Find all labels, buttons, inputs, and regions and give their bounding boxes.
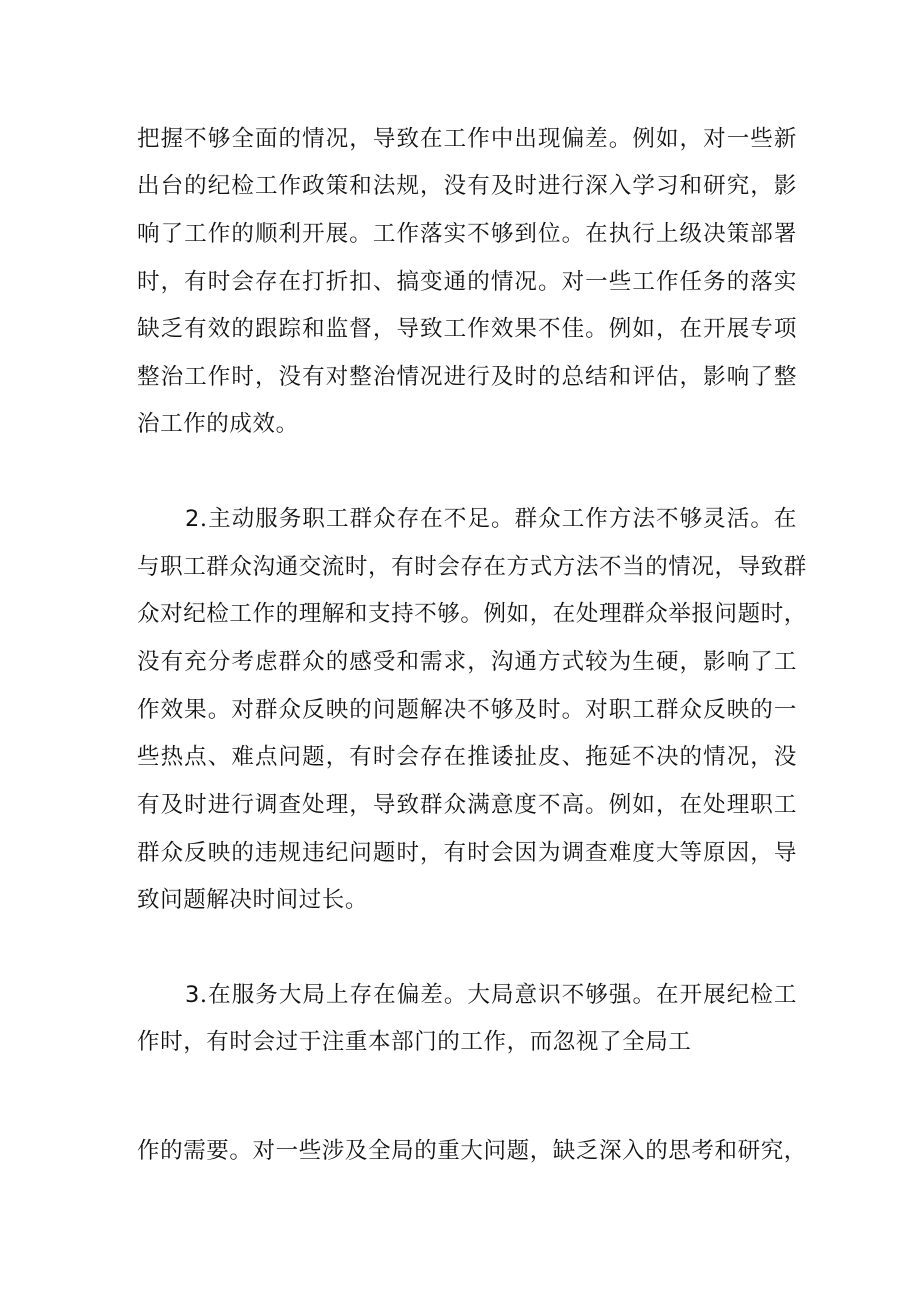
text-line: 致问题解决时间过长。 <box>137 887 369 913</box>
paragraph-first-line <box>185 980 797 1010</box>
text-line: 出台的纪检工作政策和法规，没有及时进行深入学习和研究，影 <box>137 173 797 199</box>
text-line: 时，有时会存在打折扣、搞变通的情况。对一些工作任务的落实 <box>137 269 797 295</box>
text-line: 治工作的成效。 <box>137 411 299 437</box>
text-line: 没有充分考虑群众的感受和需求，沟通方式较为生硬，影响了工 <box>137 649 797 675</box>
text-line: 有及时进行调查处理，导致群众满意度不高。例如，在处理职工 <box>137 792 797 818</box>
text-line: 响了工作的顺利开展。工作落实不够到位。在执行上级决策部署 <box>137 221 797 247</box>
text-line: 缺乏有效的跟踪和监督，导致工作效果不佳。例如，在开展专项 <box>137 316 797 342</box>
paragraph-number: 3 <box>185 982 200 1008</box>
paragraph-number: 2 <box>185 506 200 532</box>
paragraph-first-line-text: .主动服务职工群众存在不足。群众工作方法不够灵活。在 <box>199 506 797 532</box>
text-line: 作时，有时会过于注重本部门的工作，而忽视了全局工 <box>137 1029 692 1055</box>
text-line: 作的需要。对一些涉及全局的重大问题，缺乏深入的思考和研究， <box>137 1138 807 1164</box>
text-line: 群众反映的违规违纪问题时，有时会因为调查难度大等原因，导 <box>137 840 797 866</box>
text-line: 整治工作时，没有对整治情况进行及时的总结和评估，影响了整 <box>137 364 797 390</box>
text-line: 作效果。对群众反映的问题解决不够及时。对职工群众反映的一 <box>137 697 797 723</box>
text-line: 众对纪检工作的理解和支持不够。例如，在处理群众举报问题时， <box>137 601 807 627</box>
text-line: 把握不够全面的情况，导致在工作中出现偏差。例如，对一些新 <box>137 126 797 152</box>
paragraph-first-line-text: .在服务大局上存在偏差。大局意识不够强。在开展纪检工 <box>199 982 797 1008</box>
text-line: 些热点、难点问题，有时会存在推诿扯皮、拖延不决的情况，没 <box>137 744 797 770</box>
paragraph-first-line <box>185 504 797 534</box>
text-line: 与职工群众沟通交流时，有时会存在方式方法不当的情况，导致群 <box>137 554 807 580</box>
